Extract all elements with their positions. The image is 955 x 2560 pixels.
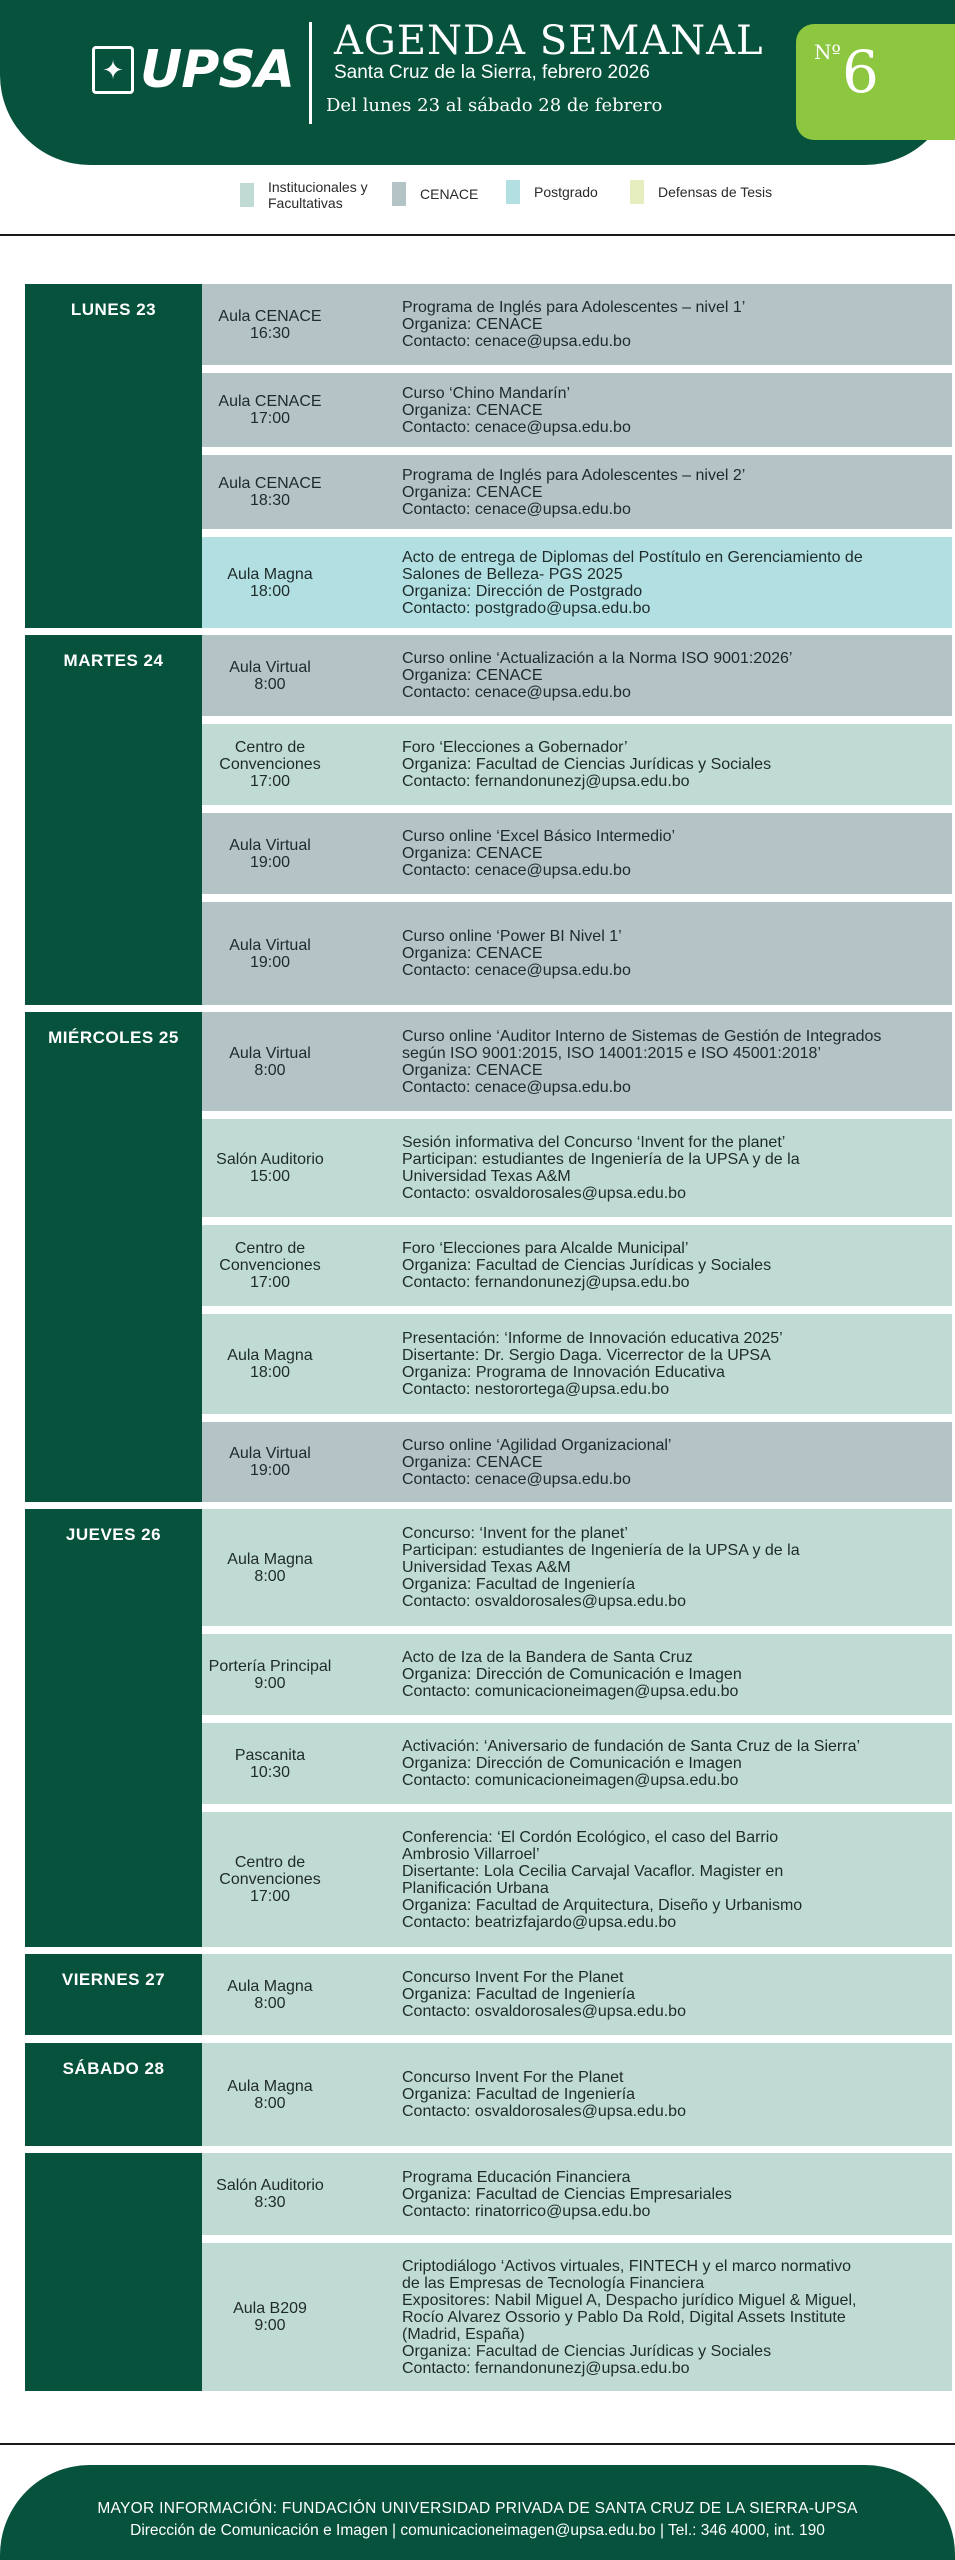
page-title: AGENDA SEMANAL (334, 18, 764, 64)
event-detail-line: Acto de entrega de Diplomas del Postítulo en Gerenciamiento de (402, 548, 863, 566)
day-block-lunes (25, 284, 202, 628)
event-detail-line: Organiza: CENACE (402, 1061, 543, 1079)
event-details (402, 813, 950, 894)
event-venue-name: Aula CENACE (218, 307, 322, 325)
event-time: 8:00 (254, 2094, 286, 2112)
event-detail-line: Contacto: cenace@upsa.edu.bo (402, 1078, 631, 1096)
event-detail-line: Organiza: Facultad de Ingeniería (402, 1986, 636, 2003)
event-detail-line: Participan: estudiantes de Ingeniería de la UPSA y de la (402, 1151, 800, 1168)
event-details (402, 635, 950, 716)
event-detail-line: Contacto: cenace@upsa.edu.bo (402, 500, 631, 518)
legend-swatch (506, 180, 520, 204)
event-detail-line: Programa de Inglés para Adolescentes – nivel 2’ (402, 466, 746, 484)
legend-label: Postgrado (534, 184, 598, 200)
event-detail-line: Contacto: cenace@upsa.edu.bo (402, 684, 631, 701)
event-detail-line: Contacto: beatrizfajardo@upsa.edu.bo (402, 1913, 677, 1931)
event-details (402, 373, 950, 447)
event-detail-line: Contacto: fernandonunezj@upsa.edu.bo (402, 2359, 690, 2377)
event-detail-line: Organiza: CENACE (402, 845, 543, 862)
event-venue-name: Aula CENACE (218, 393, 322, 410)
event-detail-line: (Madrid, España) (402, 2325, 525, 2343)
event-detail-line: Disertante: Lola Cecilia Carvajal Vacaflor. Magister en (402, 1862, 784, 1880)
event-venue (202, 1723, 338, 1804)
event-details (402, 1119, 950, 1217)
event-venue-name: Aula Virtual (229, 936, 311, 954)
event-venue (202, 2043, 338, 2146)
legend-item-cenace (392, 182, 478, 206)
event-time: 19:00 (249, 953, 291, 971)
event-details (402, 2153, 950, 2235)
event-details (402, 1422, 950, 1502)
event-detail-line: Programa Educación Financiera (402, 2168, 631, 2186)
event-venue (202, 1954, 338, 2035)
page-subtitle: Santa Cruz de la Sierra, febrero 2026 (334, 62, 650, 83)
event-details (402, 1634, 950, 1715)
upsa-logo (92, 40, 294, 100)
event-row (202, 1314, 952, 1414)
event-details (402, 2243, 950, 2391)
event-detail-line: Contacto: fernandonunezj@upsa.edu.bo (402, 773, 690, 790)
event-time: 10:30 (249, 1763, 291, 1781)
logo-text: UPSA (140, 40, 295, 100)
event-time: 17:00 (249, 1274, 291, 1291)
event-venue (202, 455, 338, 529)
event-detail-line: Contacto: cenace@upsa.edu.bo (402, 418, 631, 436)
event-time: 18:30 (249, 492, 291, 509)
footer-contact: Dirección de Comunicación e Imagen | comunicacioneimagen@upsa.edu.bo | Tel.: 346 4000, int. 190 (130, 2522, 825, 2539)
event-detail-line: Programa de Inglés para Adolescentes – nivel 1’ (402, 299, 746, 316)
event-detail-line: Organiza: Facultad de Ciencias Jurídicas y Sociales (402, 756, 772, 773)
event-row (202, 2153, 952, 2235)
event-details (402, 455, 950, 529)
event-venue-name: Aula Magna (227, 1977, 313, 1995)
event-detail-line: Curso online ‘Actualización a la Norma ISO 9001:2026’ (402, 650, 793, 667)
footer-info: MAYOR INFORMACIÓN: FUNDACIÓN UNIVERSIDAD PRIVADA DE SANTA CRUZ DE LA SIERRA-UPSA (97, 2500, 858, 2517)
event-time: 8:00 (254, 675, 286, 693)
event-detail-line: Contacto: cenace@upsa.edu.bo (402, 333, 631, 350)
event-row (202, 1954, 952, 2035)
event-details (402, 1812, 950, 1947)
day-block-viernes (25, 1954, 202, 2035)
event-detail-line: Contacto: cenace@upsa.edu.bo (402, 862, 631, 879)
event-detail-line: Organiza: CENACE (402, 667, 543, 684)
event-time: 9:00 (254, 1674, 286, 1692)
event-detail-line: Disertante: Dr. Sergio Daga. Vicerrector de la UPSA (402, 1347, 771, 1364)
upsa-emblem-icon: ✦ (92, 46, 134, 94)
event-row (202, 537, 952, 628)
event-venue-name: Aula Magna (227, 2077, 313, 2095)
event-venue-name: Salón Auditorio (216, 2177, 324, 2194)
day-block-domingo (25, 2153, 202, 2391)
event-time: 17:00 (249, 773, 291, 790)
event-detail-line: Organiza: CENACE (402, 401, 543, 419)
event-detail-line: según ISO 9001:2015, ISO 14001:2015 e ISO 45001:2018’ (402, 1044, 821, 1062)
event-venue (202, 2243, 338, 2391)
event-detail-line: Curso online ‘Excel Básico Intermedio’ (402, 828, 676, 845)
event-detail-line: Concurso Invent For the Planet (402, 1969, 624, 1986)
day-block-miercoles (25, 1012, 202, 1502)
event-detail-line: Ambrosio Villarroel’ (402, 1845, 540, 1863)
event-time: 15:00 (249, 1168, 291, 1185)
event-row (202, 1723, 952, 1804)
event-time: 8:00 (254, 1061, 286, 1079)
event-detail-line: Curso online ‘Power BI Nivel 1’ (402, 928, 622, 945)
event-time: 18:00 (249, 1364, 291, 1381)
event-venue (202, 724, 338, 805)
day-label: MIÉRCOLES 25 (48, 1028, 179, 1047)
event-venue (202, 635, 338, 716)
event-venue (202, 1119, 338, 1217)
event-detail-line: Universidad Texas A&M (402, 1168, 571, 1185)
legend-item-institucionales (240, 179, 378, 211)
event-venue-name: Convenciones (219, 1871, 321, 1888)
day-label: JUEVES 26 (65, 1525, 162, 1544)
event-row (202, 373, 952, 447)
event-venue-name: Convenciones (219, 1257, 321, 1274)
event-detail-line: Participan: estudiantes de Ingeniería de la UPSA y de la (402, 1542, 800, 1559)
event-time: 8:00 (254, 1994, 286, 2012)
event-venue (202, 537, 338, 628)
event-time: 17:00 (249, 410, 291, 427)
event-detail-line: Organiza: CENACE (402, 316, 543, 333)
event-venue-name: Centro de (234, 1854, 306, 1871)
event-detail-line: Contacto: postgrado@upsa.edu.bo (402, 599, 651, 617)
event-detail-line: Concurso: ‘Invent for the planet’ (402, 1525, 628, 1542)
event-detail-line: Curso ‘Chino Mandarín’ (402, 384, 571, 402)
event-venue-name: Portería Principal (208, 1657, 332, 1675)
event-details (402, 537, 950, 628)
event-venue (202, 284, 338, 365)
event-venue (202, 2153, 338, 2235)
header-divider (309, 22, 312, 124)
top-rule (0, 234, 955, 236)
event-time: 19:00 (249, 853, 291, 871)
legend-swatch (240, 183, 254, 207)
category-legend (0, 177, 955, 217)
event-venue-name: Pascanita (234, 1746, 306, 1764)
event-detail-line: Foro ‘Elecciones para Alcalde Municipal’ (402, 1240, 689, 1257)
event-venue-name: Salón Auditorio (216, 1151, 324, 1168)
event-details (402, 284, 950, 365)
event-venue (202, 1225, 338, 1306)
legend-item-defensas (630, 180, 772, 204)
day-label: MARTES 24 (63, 651, 164, 670)
event-detail-line: Contacto: nestorortega@upsa.edu.bo (402, 1381, 670, 1398)
event-venue-name: Convenciones (219, 756, 321, 773)
event-venue-name: Centro de (234, 1240, 306, 1257)
event-detail-line: Contacto: cenace@upsa.edu.bo (402, 962, 631, 979)
event-detail-line: Sesión informativa del Concurso ‘Invent for the planet’ (402, 1134, 786, 1151)
event-detail-line: Contacto: osvaldorosales@upsa.edu.bo (402, 1593, 686, 1610)
event-venue (202, 813, 338, 894)
event-row (202, 1119, 952, 1217)
event-detail-line: Organiza: CENACE (402, 483, 543, 501)
event-detail-line: Contacto: osvaldorosales@upsa.edu.bo (402, 1185, 686, 1202)
event-detail-line: Acto de Iza de la Bandera de Santa Cruz (402, 1649, 693, 1666)
event-detail-line: Organiza: Dirección de Comunicación e Imagen (402, 1666, 742, 1683)
event-detail-line: Organiza: Dirección de Postgrado (402, 582, 643, 600)
event-details (402, 1225, 950, 1306)
day-block-sabado (25, 2043, 202, 2146)
event-row (202, 2243, 952, 2391)
event-venue-name: Aula Magna (227, 565, 313, 583)
event-detail-line: Expositores: Nabil Miguel A, Despacho jurídico Miguel & Miguel, (402, 2291, 857, 2309)
event-venue-name: Aula Virtual (229, 836, 311, 854)
event-detail-line: Organiza: Dirección de Comunicación e Imagen (402, 1755, 742, 1772)
event-detail-line: Organiza: Facultad de Ingeniería (402, 1576, 636, 1593)
event-details (402, 724, 950, 805)
event-venue-name: Aula Virtual (229, 658, 311, 676)
event-row (202, 1012, 952, 1111)
event-venue-name: Aula CENACE (218, 475, 322, 492)
event-row (202, 813, 952, 894)
event-row (202, 902, 952, 1005)
event-venue (202, 1314, 338, 1414)
event-row (202, 2043, 952, 2146)
event-detail-line: Contacto: osvaldorosales@upsa.edu.bo (402, 2003, 686, 2020)
event-time: 8:30 (254, 2194, 286, 2211)
event-time: 18:00 (249, 582, 291, 600)
event-detail-line: Contacto: comunicacioneimagen@upsa.edu.bo (402, 1683, 739, 1700)
event-detail-line: Organiza: Facultad de Ciencias Jurídicas y Sociales (402, 1257, 772, 1274)
date-range: Del lunes 23 al sábado 28 de febrero (326, 95, 663, 116)
event-venue (202, 1509, 338, 1626)
event-detail-line: Contacto: osvaldorosales@upsa.edu.bo (402, 2103, 686, 2120)
event-venue-name: Aula Magna (227, 1550, 313, 1568)
event-details (402, 1509, 950, 1626)
event-time: 9:00 (254, 2317, 286, 2334)
legend-swatch (630, 180, 644, 204)
event-venue-name: Aula Virtual (229, 1445, 311, 1462)
event-venue (202, 1812, 338, 1947)
event-row (202, 1812, 952, 1947)
event-venue-name: Aula B209 (233, 2300, 307, 2317)
legend-label: Defensas de Tesis (658, 184, 773, 200)
event-time: 16:30 (249, 324, 291, 342)
event-row (202, 1634, 952, 1715)
event-venue-name: Aula Magna (227, 1347, 313, 1364)
event-detail-line: Contacto: comunicacioneimagen@upsa.edu.bo (402, 1772, 739, 1789)
event-row (202, 635, 952, 716)
event-details (402, 902, 950, 1005)
event-venue-name: Centro de (234, 739, 306, 756)
event-details (402, 1723, 950, 1804)
event-detail-line: Universidad Texas A&M (402, 1559, 571, 1576)
event-detail-line: Curso online ‘Agilidad Organizacional’ (402, 1436, 672, 1454)
event-detail-line: Organiza: Facultad de Ciencias Empresariales (402, 2185, 732, 2203)
event-detail-line: Presentación: ‘Informe de Innovación educativa 2025’ (402, 1330, 783, 1347)
event-detail-line: de las Empresas de Tecnología Financiera (402, 2274, 705, 2292)
event-detail-line: Contacto: rinatorrico@upsa.edu.bo (402, 2202, 651, 2220)
day-label: LUNES 23 (70, 300, 157, 319)
event-details (402, 1012, 950, 1111)
event-row (202, 455, 952, 529)
legend-label: CENACE (420, 186, 479, 202)
event-detail-line: Criptodiálogo ‘Activos virtuales, FINTECH y el marco normativo (402, 2257, 852, 2275)
issue-number: 6 (842, 38, 879, 106)
issue-label: Nº (814, 40, 841, 64)
event-detail-line: Organiza: Facultad de Ingeniería (402, 2086, 636, 2103)
day-label: VIERNES 27 (61, 1970, 166, 1989)
event-details (402, 1954, 950, 2035)
event-time: 17:00 (249, 1888, 291, 1905)
day-block-martes (25, 635, 202, 1005)
legend-item-postgrado (506, 180, 598, 204)
event-venue (202, 1634, 338, 1715)
event-detail-line: Organiza: Facultad de Arquitectura, Diseño y Urbanismo (402, 1896, 803, 1914)
event-detail-line: Organiza: Programa de Innovación Educativa (402, 1364, 725, 1381)
event-detail-line: Organiza: CENACE (402, 1453, 543, 1471)
event-row (202, 1509, 952, 1626)
event-detail-line: Activación: ‘Aniversario de fundación de Santa Cruz de la Sierra’ (402, 1738, 861, 1755)
event-detail-line: Concurso Invent For the Planet (402, 2069, 624, 2086)
event-detail-line: Salones de Belleza- PGS 2025 (402, 565, 623, 583)
event-details (402, 2043, 950, 2146)
event-detail-line: Organiza: CENACE (402, 945, 543, 962)
event-row (202, 284, 952, 365)
event-row (202, 724, 952, 805)
issue-badge (796, 24, 955, 140)
event-venue (202, 902, 338, 1005)
event-venue-name: Aula Virtual (229, 1044, 311, 1062)
event-row (202, 1225, 952, 1306)
event-detail-line: Contacto: fernandonunezj@upsa.edu.bo (402, 1274, 690, 1291)
event-venue (202, 1422, 338, 1502)
event-details (402, 1314, 950, 1414)
bottom-rule (0, 2443, 955, 2445)
event-detail-line: Organiza: Facultad de Ciencias Jurídicas y Sociales (402, 2342, 772, 2360)
day-block-jueves (25, 1509, 202, 1947)
event-row (202, 1422, 952, 1502)
event-venue (202, 373, 338, 447)
event-detail-line: Conferencia: ‘El Cordón Ecológico, el caso del Barrio (402, 1828, 779, 1846)
event-venue (202, 1012, 338, 1111)
event-time: 19:00 (249, 1462, 291, 1479)
day-label: SÁBADO 28 (62, 2059, 165, 2078)
legend-swatch (392, 182, 406, 206)
event-detail-line: Contacto: cenace@upsa.edu.bo (402, 1470, 631, 1488)
event-detail-line: Rocío Alvarez Ossorio y Pablo Da Rold, Digital Assets Institute (402, 2308, 846, 2326)
legend-label: Institucionales y Facultativas (268, 179, 368, 211)
event-detail-line: Foro ‘Elecciones a Gobernador’ (402, 739, 628, 756)
event-time: 8:00 (254, 1567, 286, 1585)
event-detail-line: Curso online ‘Auditor Interno de Sistemas de Gestión de Integrados (402, 1027, 882, 1045)
event-detail-line: Planificación Urbana (402, 1879, 549, 1897)
